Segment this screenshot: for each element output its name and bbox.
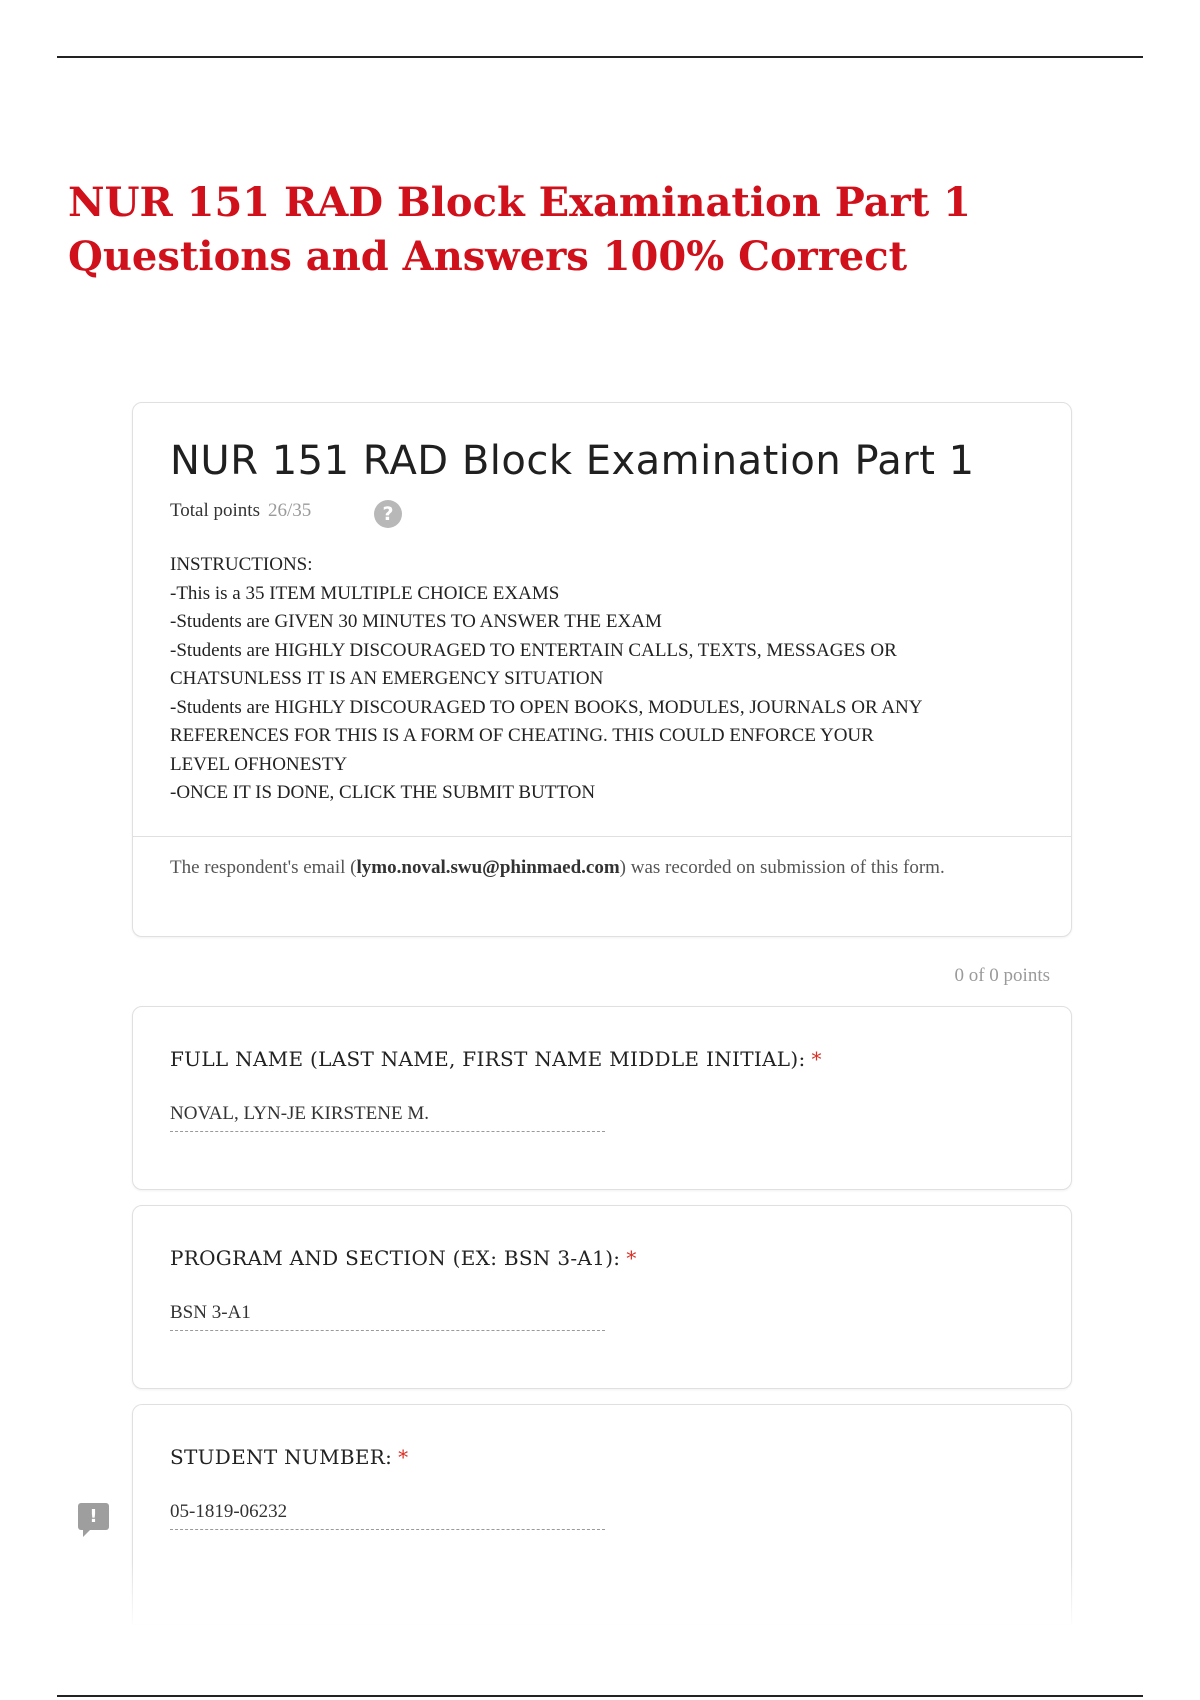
program-section-answer: BSN 3-A1 (170, 1302, 605, 1331)
question-mark-icon[interactable]: ? (374, 500, 402, 528)
respondent-email: lymo.noval.swu@phinmaed.com (356, 857, 620, 878)
total-points-label: Total points (170, 500, 260, 521)
question-label (170, 1445, 408, 1469)
email-note (170, 853, 970, 882)
total-points (170, 500, 311, 522)
form-title: NUR 151 RAD Block Examination Part 1 (170, 438, 975, 484)
section-points: 0 of 0 points (954, 965, 1050, 986)
full-name-answer: NOVAL, LYN-JE KIRSTENE M. (170, 1103, 605, 1132)
question-label-text: STUDENT NUMBER: (170, 1445, 393, 1469)
instruction-line: INSTRUCTIONS: (170, 554, 313, 575)
form-header-card (132, 402, 1072, 937)
page-cutoff-fade (120, 1560, 1080, 1630)
instruction-line: REFERENCES FOR THIS IS A FORM OF CHEATING. THIS COULD ENFORCE YOUR (170, 725, 874, 746)
total-points-value: 26/35 (267, 500, 312, 521)
instruction-line: LEVEL OFHONESTY (170, 753, 348, 775)
question-card-full-name (132, 1006, 1072, 1190)
bottom-rule (57, 1695, 1143, 1697)
card-divider (133, 836, 1071, 837)
instruction-line: -ONCE IT IS DONE, CLICK THE SUBMIT BUTTON (170, 782, 596, 803)
question-label-text: FULL NAME (LAST NAME, FIRST NAME MIDDLE INITIAL): (170, 1047, 806, 1071)
question-card-program-section (132, 1205, 1072, 1389)
instruction-line: -This is a 35 ITEM MULTIPLE CHOICE EXAMS (170, 582, 560, 604)
required-mark: * (398, 1445, 409, 1469)
instruction-line: -Students are HIGHLY DISCOURAGED TO ENTERTAIN CALLS, TEXTS, MESSAGES OR (170, 639, 897, 661)
question-label-text: PROGRAM AND SECTION (EX: BSN 3-A1): (170, 1246, 621, 1270)
report-feedback-icon[interactable]: ! (78, 1503, 109, 1530)
question-label (170, 1047, 822, 1071)
instruction-line: CHATSUNLESS IT IS AN EMERGENCY SITUATION (170, 668, 604, 689)
student-number-answer: 05-1819-06232 (170, 1501, 605, 1530)
required-mark: * (811, 1047, 822, 1071)
instruction-line: -Students are GIVEN 30 MINUTES TO ANSWER THE EXAM (170, 611, 662, 632)
instruction-line: -Students are HIGHLY DISCOURAGED TO OPEN BOOKS, MODULES, JOURNALS OR ANY (170, 696, 923, 718)
top-rule (57, 56, 1143, 58)
email-note-suffix: ) was recorded on submission of this form. (619, 857, 945, 878)
question-label (170, 1246, 637, 1270)
instructions (170, 551, 1050, 808)
document-title: NUR 151 RAD Block Examination Part 1 Questions and Answers 100% Correct (68, 179, 971, 280)
required-mark: * (626, 1246, 637, 1270)
email-note-prefix: The respondent's email ( (170, 857, 357, 878)
